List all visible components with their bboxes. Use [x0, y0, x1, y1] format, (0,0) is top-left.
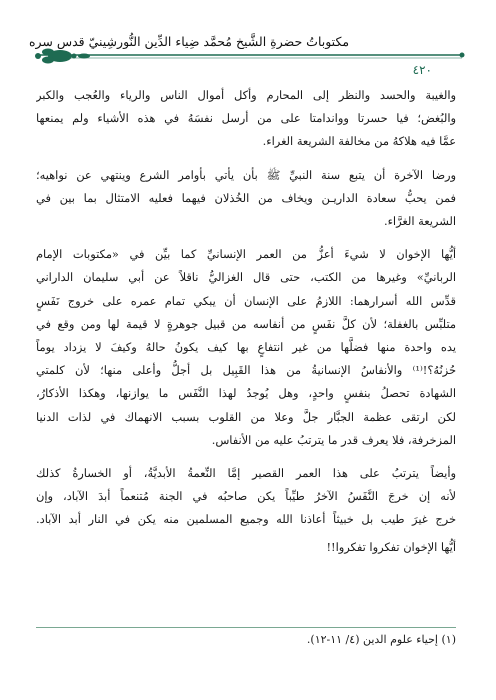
paragraph-5	[36, 536, 456, 559]
body-text	[36, 84, 456, 559]
footnote: (١) إحياء علوم الدين (٤/ ١١-١٢).	[306, 633, 456, 646]
text-line: يده واحدة منها فضلَّها من غير انتفاعٍ بها كيف يكونُ حالهُ وكيفَ لا يزداد يوماً	[36, 340, 456, 355]
text-line: قدِّس الله أسرارهما: اللازمُ على الإنسان أن يبكي تمام عمره على خروج نَفَسٍ	[36, 293, 456, 308]
text-line: وأيضاً يترتبُ على هذا العمر القصير إمَّا النِّعمةُ الأبديَّةُ، أو الخسارةُ كذلك	[36, 466, 456, 481]
paragraph-1	[36, 84, 456, 154]
paragraph-4	[36, 462, 456, 532]
text-line: ورضا الآخرة أن يتبع سنة النبيِّ ﷺ بأن يأتي بأوامر الشرع وينتهي عن نواهيه؛	[36, 167, 456, 182]
text-line: الشريعة الغرَّاء.	[383, 214, 456, 229]
text-line: لأنه إن خرجَ النَّفَسُ الآخرُ طيِّباً يكن صاحبُه في الجنة مُتنعماً أبدَ الآباد، وإن	[36, 489, 456, 504]
running-title: مكتوباتُ حضرةِ الشَّيخ مُحمَّد ضِياء الدِّين النُّورشِينيّ قدس سره	[28, 34, 350, 49]
paragraph-2	[36, 164, 456, 234]
text-line: الربانيِّ» وغيرها من الكتب، حتى قال الغزاليُّ ناقلاً عن أبي سليمان الداراني	[36, 270, 456, 285]
text-line: والبُغض؛ فيا حسرتا وواندامتا على من أرسل نفسَهُ في هذه الأشياء ولم يمنعها	[36, 111, 456, 126]
floral-ornament-icon	[35, 49, 90, 64]
text-line: لكن ارتقى عظمة الجبَّار جلَّ وعلا من القلوب بسبب الانهماك في لذات الدنيا	[36, 409, 456, 424]
text-line: الشهادة تحصلُ بنفسٍ واحدٍ، وهل يُوجدُ لهذا النَّفَس ما يوازنها، وهكذا الأذكارُ،	[36, 386, 456, 401]
text-line: فمن يحبُّ سعادة الداريـن ويخاف من الخُذلان فيهما فعليه الامتثال بما بين في	[36, 190, 456, 205]
text-line: أيُّها الإخوان تفكروا تفكروا!!	[326, 539, 456, 554]
text-line: والغيبة والحسد والنظر إلى المحارم وأكل أموال الناس والرياء والعُجب والكبر	[36, 88, 456, 102]
text-line: حُزنُهُ؟!⁽¹⁾ والأنفاسُ الإنسانيةُ من هذا القَبِيل بل أجلُّ وأعلى منها؛ لأن كلمتي	[36, 363, 456, 378]
page-number: ٤٢٠	[412, 63, 432, 77]
paragraph-3	[36, 243, 456, 452]
footnote-divider	[36, 627, 456, 628]
text-line: متلبِّس بالغفلة؛ لأن كلَّ نفَسٍ من أنفاسه من قبيل جوهرةٍ لا قيمة لها ومن وقع في	[36, 316, 456, 331]
text-line: المزخرفة، فلا يعرف قدر ما يترتبُ عليه من الأنفاس.	[211, 432, 456, 447]
text-line: أيُّها الإخوان لا شيءَ أعزُّ من العمر الإنسانيِّ كما بيِّن في «مكتوبات الإمام	[36, 247, 456, 262]
text-line: عمَّا فيه هلاكهُ من مخالفة الشريعة الغراء.	[262, 134, 456, 149]
text-line: خرج غيرَ طيب بل خبيثاً أعاذنا الله وجميع المسلمين منه يكن في النار أبد الآباد.	[36, 512, 456, 527]
